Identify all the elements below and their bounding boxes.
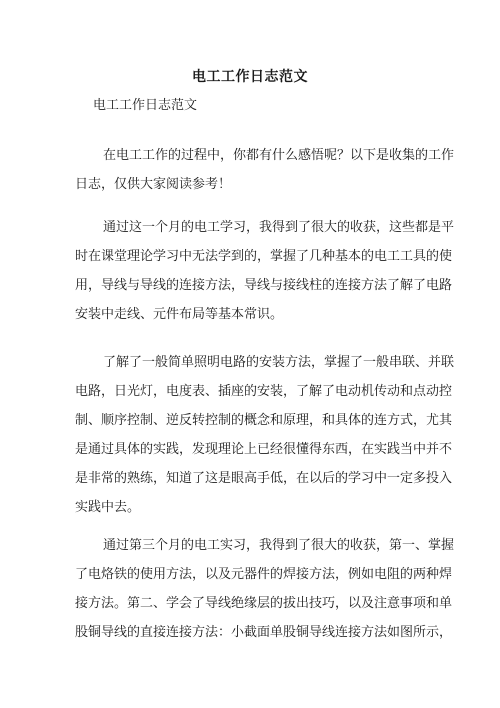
paragraph-line: 制、顺序控制、逆反转控制的概念和原理，和具体的连方式，尤其	[75, 413, 453, 428]
document-subtitle: 电工工作日志范文	[93, 98, 198, 113]
paragraph-line: 电路，日光灯，电度表、插座的安装，了解了电动机传动和点动控	[75, 384, 453, 399]
paragraph-line: 通过这一个月的电工学习，我得到了很大的收获，这些都是平	[103, 220, 455, 235]
paragraph-line: 用，导线与导线的连接方法，导线与接线柱的连接方法了解了电路	[75, 278, 453, 293]
paragraph-lighting-circuits	[75, 348, 455, 522]
paragraph-intro	[75, 141, 455, 199]
paragraph-line: 了解了一般简单照明电路的安装方法，掌握了一般串联、并联	[103, 355, 455, 370]
paragraph-line: 在电工工作的过程中，你都有什么感悟呢？以下是收集的工作	[103, 148, 455, 163]
paragraph-line: 接方法。第二、学会了导线绝缘层的拔出技巧，以及注意事项和单	[75, 596, 453, 611]
paragraph-line: 安装中走线、元件布局等基本常识。	[75, 307, 284, 322]
paragraph-first-month	[75, 213, 455, 329]
paragraph-line: 日志，仅供大家阅读参考！	[75, 177, 232, 192]
paragraph-line: 通过第三个月的电工实习，我得到了很大的收获，第一、掌握	[103, 538, 455, 553]
paragraph-line: 是非常的熟练，知道了这是眼高手低，在以后的学习中一定多投入	[75, 471, 453, 486]
paragraph-line: 实践中去。	[75, 500, 141, 515]
document-title: 电工工作日志范文	[192, 69, 308, 85]
paragraph-third-month	[75, 531, 455, 647]
paragraph-line: 时在课堂理论学习中无法学到的，掌握了几种基本的电工工具的使	[75, 249, 453, 264]
paragraph-line: 了电烙铁的使用方法，以及元器件的焊接方法，例如电阻的两种焊	[75, 567, 453, 582]
paragraph-line: 是通过具体的实践，发现理论上已经很懂得东西，在实践当中并不	[75, 442, 453, 457]
paragraph-line: 股铜导线的直接连接方法：小截面单股铜导线连接方法如图所示，	[75, 625, 453, 640]
